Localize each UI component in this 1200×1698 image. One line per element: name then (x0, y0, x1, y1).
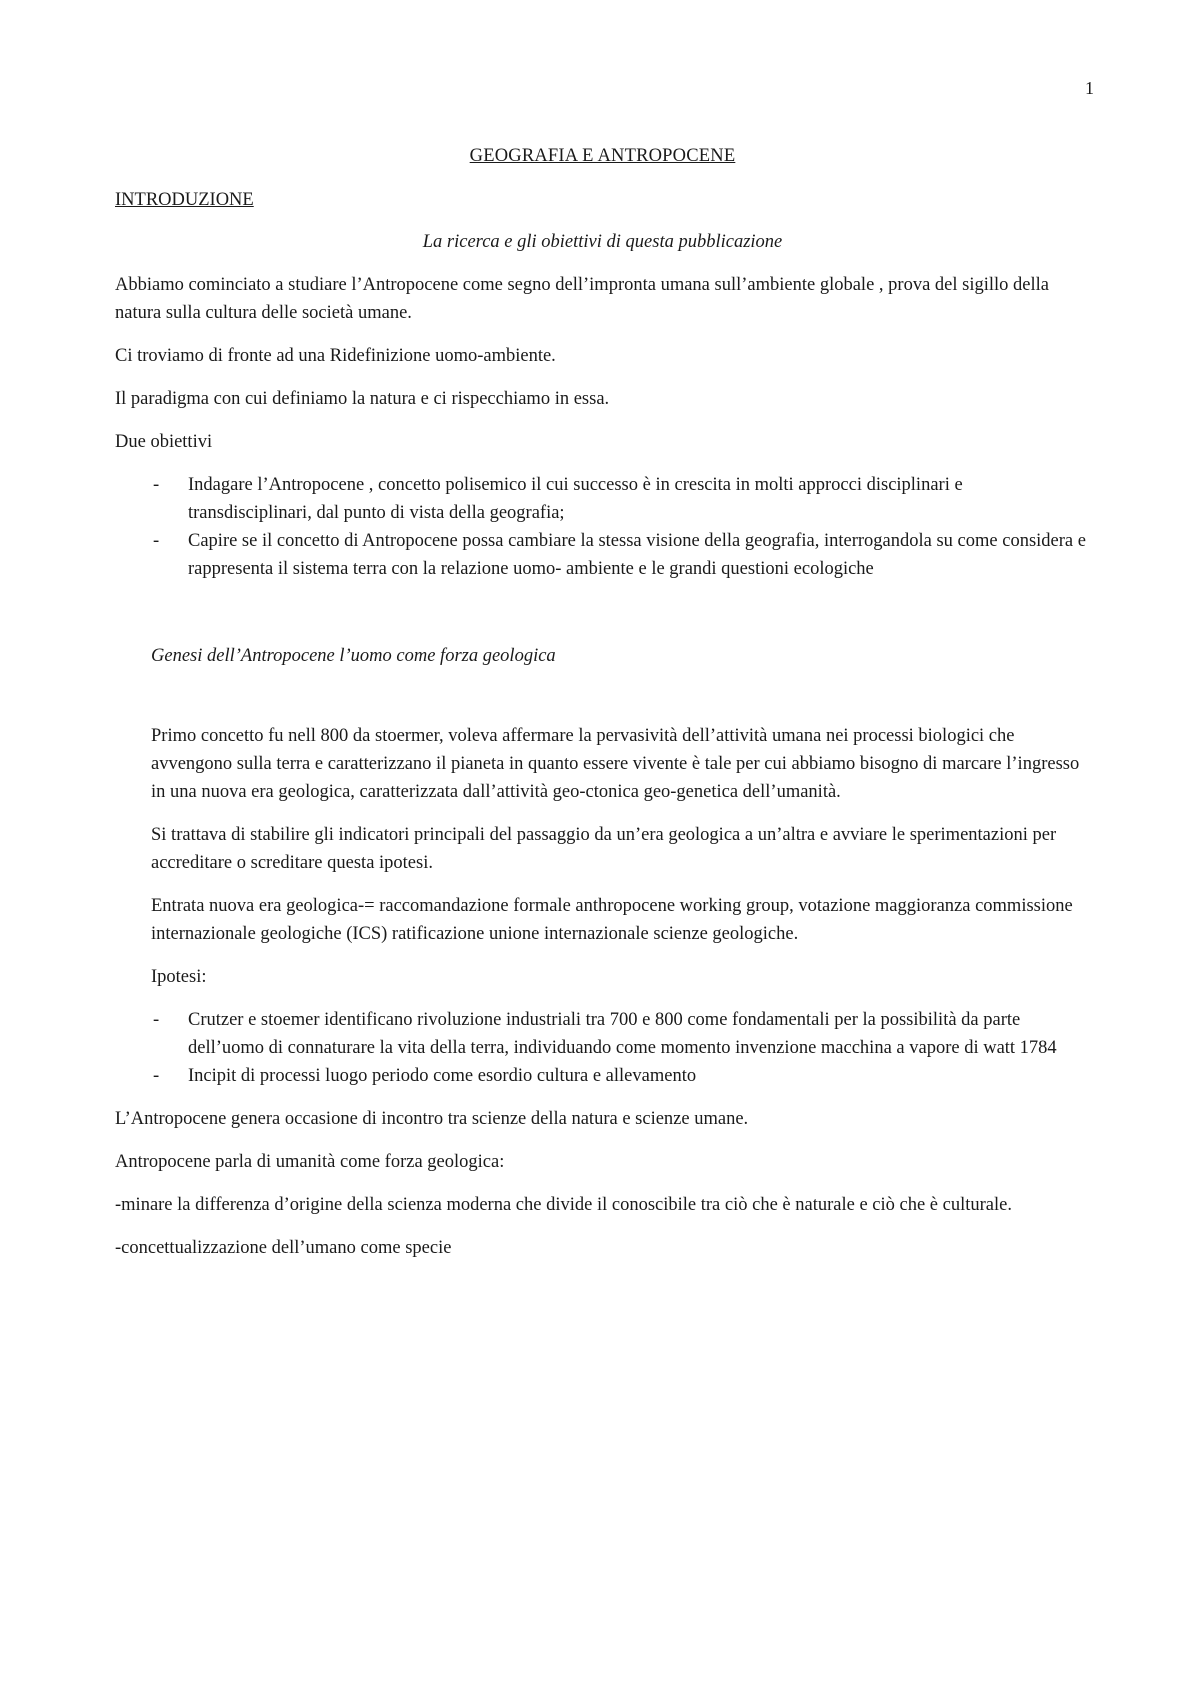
section-heading-introduzione: INTRODUZIONE (115, 190, 254, 210)
spacer (115, 670, 1090, 722)
closing-paragraph: -minare la differenza d’origine della scienza moderna che divide il conoscibile tra ciò che è naturale e ciò che è culturale. (115, 1195, 1012, 1215)
intro-paragraph: Il paradigma con cui definiamo la natura e ci rispecchiamo in essa. (115, 389, 610, 409)
genesis-paragraph: Entrata nuova era geologica-= raccomandazione formale anthropocene working group, votazione maggioranza commissione internazionale geologiche (ICS) ratificazione unione internazionale scienze geologiche. (151, 896, 1073, 944)
list-item-text: Indagare l’Antropocene , concetto polisemico il cui successo è in crescita in molti approcci disciplinari e transdisciplinari, dal punto di vista della geografia; (188, 475, 963, 523)
genesis-paragraph: Si trattava di stabilire gli indicatori principali del passaggio da un’era geologica a un’altra e avviare le sperimentazioni per accreditare o screditare questa ipotesi. (151, 825, 1057, 873)
genesis-paragraph: Primo concetto fu nell 800 da stoermer, voleva affermare la pervasività dell’attività umana nei processi biologici che avvengono sulla terra e caratterizzano il pianeta in quanto essere vivente è tale per cui abbiamo bisogno di marcare l’ingresso in una nuova era geologica, caratterizzata dall’attività geo-ctonica geo-genetica dell’umanità. (151, 726, 1080, 802)
list-item (115, 1006, 1090, 1062)
list-dash-marker: - (153, 1010, 160, 1030)
genesis-heading: Genesi dell’Antropocene l’uomo come forza geologica (151, 646, 556, 666)
list-dash-marker: - (153, 531, 160, 551)
list-item-text: Crutzer e stoemer identificano rivoluzione industriali tra 700 e 800 come fondamentali per la possibilità da parte dell’uomo di connaturare la vita della terra, individuando come momento invenzione macchina a vapore di watt 1784 (188, 1010, 1057, 1058)
objectives-list (115, 471, 1090, 583)
list-item (115, 527, 1090, 583)
closing-paragraph: -concettualizzazione dell’umano come specie (115, 1238, 452, 1258)
hypotheses-label: Ipotesi: (151, 967, 207, 987)
section-subtitle: La ricerca e gli obiettivi di questa pubblicazione (422, 232, 783, 252)
list-item-text: Capire se il concetto di Antropocene possa cambiare la stessa visione della geografia, interrogandola su come considera e rappresenta il sistema terra con la relazione uomo- ambiente e le grandi questioni ecologiche (188, 531, 1086, 579)
objectives-label: Due obiettivi (115, 432, 213, 452)
list-item (115, 1062, 1090, 1090)
closing-paragraph: Antropocene parla di umanità come forza geologica: (115, 1152, 505, 1172)
closing-paragraph: L’Antropocene genera occasione di incontro tra scienze della natura e scienze umane. (115, 1109, 749, 1129)
hypotheses-list (115, 1006, 1090, 1090)
intro-paragraph: Abbiamo cominciato a studiare l’Antropocene come segno dell’impronta umana sull’ambiente globale , prova del sigillo della natura sulla cultura delle società umane. (115, 275, 1049, 323)
document-title: GEOGRAFIA E ANTROPOCENE (469, 146, 736, 166)
document-body (115, 142, 1090, 1277)
list-item (115, 471, 1090, 527)
list-item-text: Incipit di processi luogo periodo come esordio cultura e allevamento (188, 1066, 697, 1086)
list-dash-marker: - (153, 475, 160, 495)
intro-paragraph: Ci troviamo di fronte ad una Ridefinizione uomo-ambiente. (115, 346, 556, 366)
list-dash-marker: - (153, 1066, 160, 1086)
spacer (115, 598, 1090, 642)
page-number: 1 (1085, 78, 1094, 98)
